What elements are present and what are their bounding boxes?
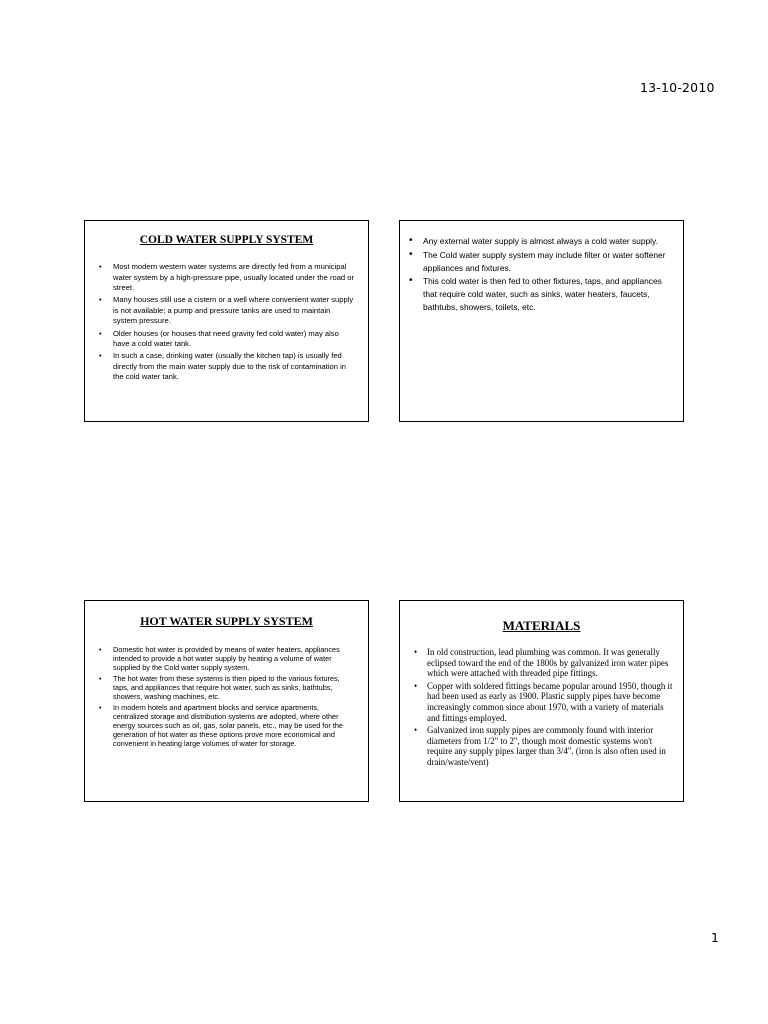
bullet-text: Galvanized iron supply pipes are commonly found with interior diameters from 1/2" to 2", though most domestic systems won't require any supply pipes larger than 3/4". (iron is also often used in drain/waste/vent) [427,725,666,767]
bullet-text: In such a case, drinking water (usually the kitchen tap) is usually fed directly from the main water supply due to the risk of contamination in the cold water tank. [113,351,346,382]
bullet-item [99,351,356,383]
bullet-list [99,645,356,748]
bullet-icon: • [409,248,413,260]
bullet-text: The Cold water supply system may include filter or water softener appliances and fixtures. [423,249,666,273]
bullet-item [99,262,356,294]
bullet-icon: • [99,702,102,712]
bullet-item [99,674,356,701]
bullet-text: The hot water from these systems is then piped to the various fixtures, taps, and appliances that require hot water, such as sinks, bathtubs, showers, washing machines, etc. [113,673,340,701]
bullet-text: Copper with soldered fittings became popular around 1950, though it had been used as early as 1900. Plastic supply pipes have become increasingly common since about 1970, with a variety of materials and fittings employed. [427,680,673,723]
slide-title: HOT WATER SUPPLY SYSTEM [140,614,313,628]
slide-cold-water-continued [399,220,684,422]
bullet-item [414,725,673,767]
bullet-text: In modern hotels and apartment blocks and service apartments, centralized storage and distribution systems are adopted, where other energy sources such as oil, gas, solar panels, etc., may be used for the generation of hot water as these options prove more economical and convenient in heating large volumes of water for storage. [113,702,343,748]
bullet-text: Any external water supply is almost always a cold water supply. [423,236,658,246]
bullet-icon: • [99,673,102,683]
slide-materials [399,600,684,802]
bullet-item [409,249,673,275]
bullet-item [99,295,356,327]
slide-hot-water-supply [84,600,369,802]
bullet-text: Older houses (or houses that need gravity fed cold water) may also have a cold water tank. [113,328,339,349]
bullet-list [409,235,673,314]
bullet-icon: • [99,295,102,305]
bullet-icon: • [409,235,413,246]
bullet-text: In old construction, lead plumbing was common. It was generally eclipsed toward the end of the 1800s by galvanized iron water pipes which were attached with threaded pipe fittings. [427,647,669,679]
bullet-item [99,703,356,748]
bullet-text: Most modern western water systems are directly fed from a municipal water system by a high-pressure pipe, usually located under the road or street. [113,262,355,293]
bullet-icon: • [414,680,418,691]
bullet-icon: • [409,275,413,287]
bullet-icon: • [414,725,418,736]
bullet-list [99,262,356,383]
bullet-text: This cold water is then fed to other fixtures, taps, and appliances that require cold water, such as sinks, water heaters, faucets, bathtubs, showers, toilets, etc. [423,276,662,312]
bullet-icon: • [99,328,102,338]
bullet-list [414,647,673,768]
bullet-item [414,647,673,679]
bullet-icon: • [99,262,102,271]
bullet-text: Many houses still use a cistern or a well where convenient water supply is not available; a pump and pressure tanks are used to maintain system pressure. [113,295,354,326]
bullet-icon: • [99,645,102,654]
bullet-item [99,645,356,672]
document-date: 13-10-2010 [640,80,715,95]
slide-title: MATERIALS [502,618,581,633]
slide-title: COLD WATER SUPPLY SYSTEM [139,234,314,246]
bullet-item [99,329,356,350]
bullet-text: Domestic hot water is provided by means of water heaters, appliances intended to provide a hot water supply by heating a volume of water supplied by the Cold water supply system. [113,645,340,673]
bullet-item [409,235,673,248]
bullet-item [409,275,673,313]
slide-cold-water-supply [84,220,369,422]
bullet-icon: • [414,647,418,657]
bullet-icon: • [99,351,102,361]
page-number: 1 [711,930,719,945]
bullet-item [414,681,673,723]
